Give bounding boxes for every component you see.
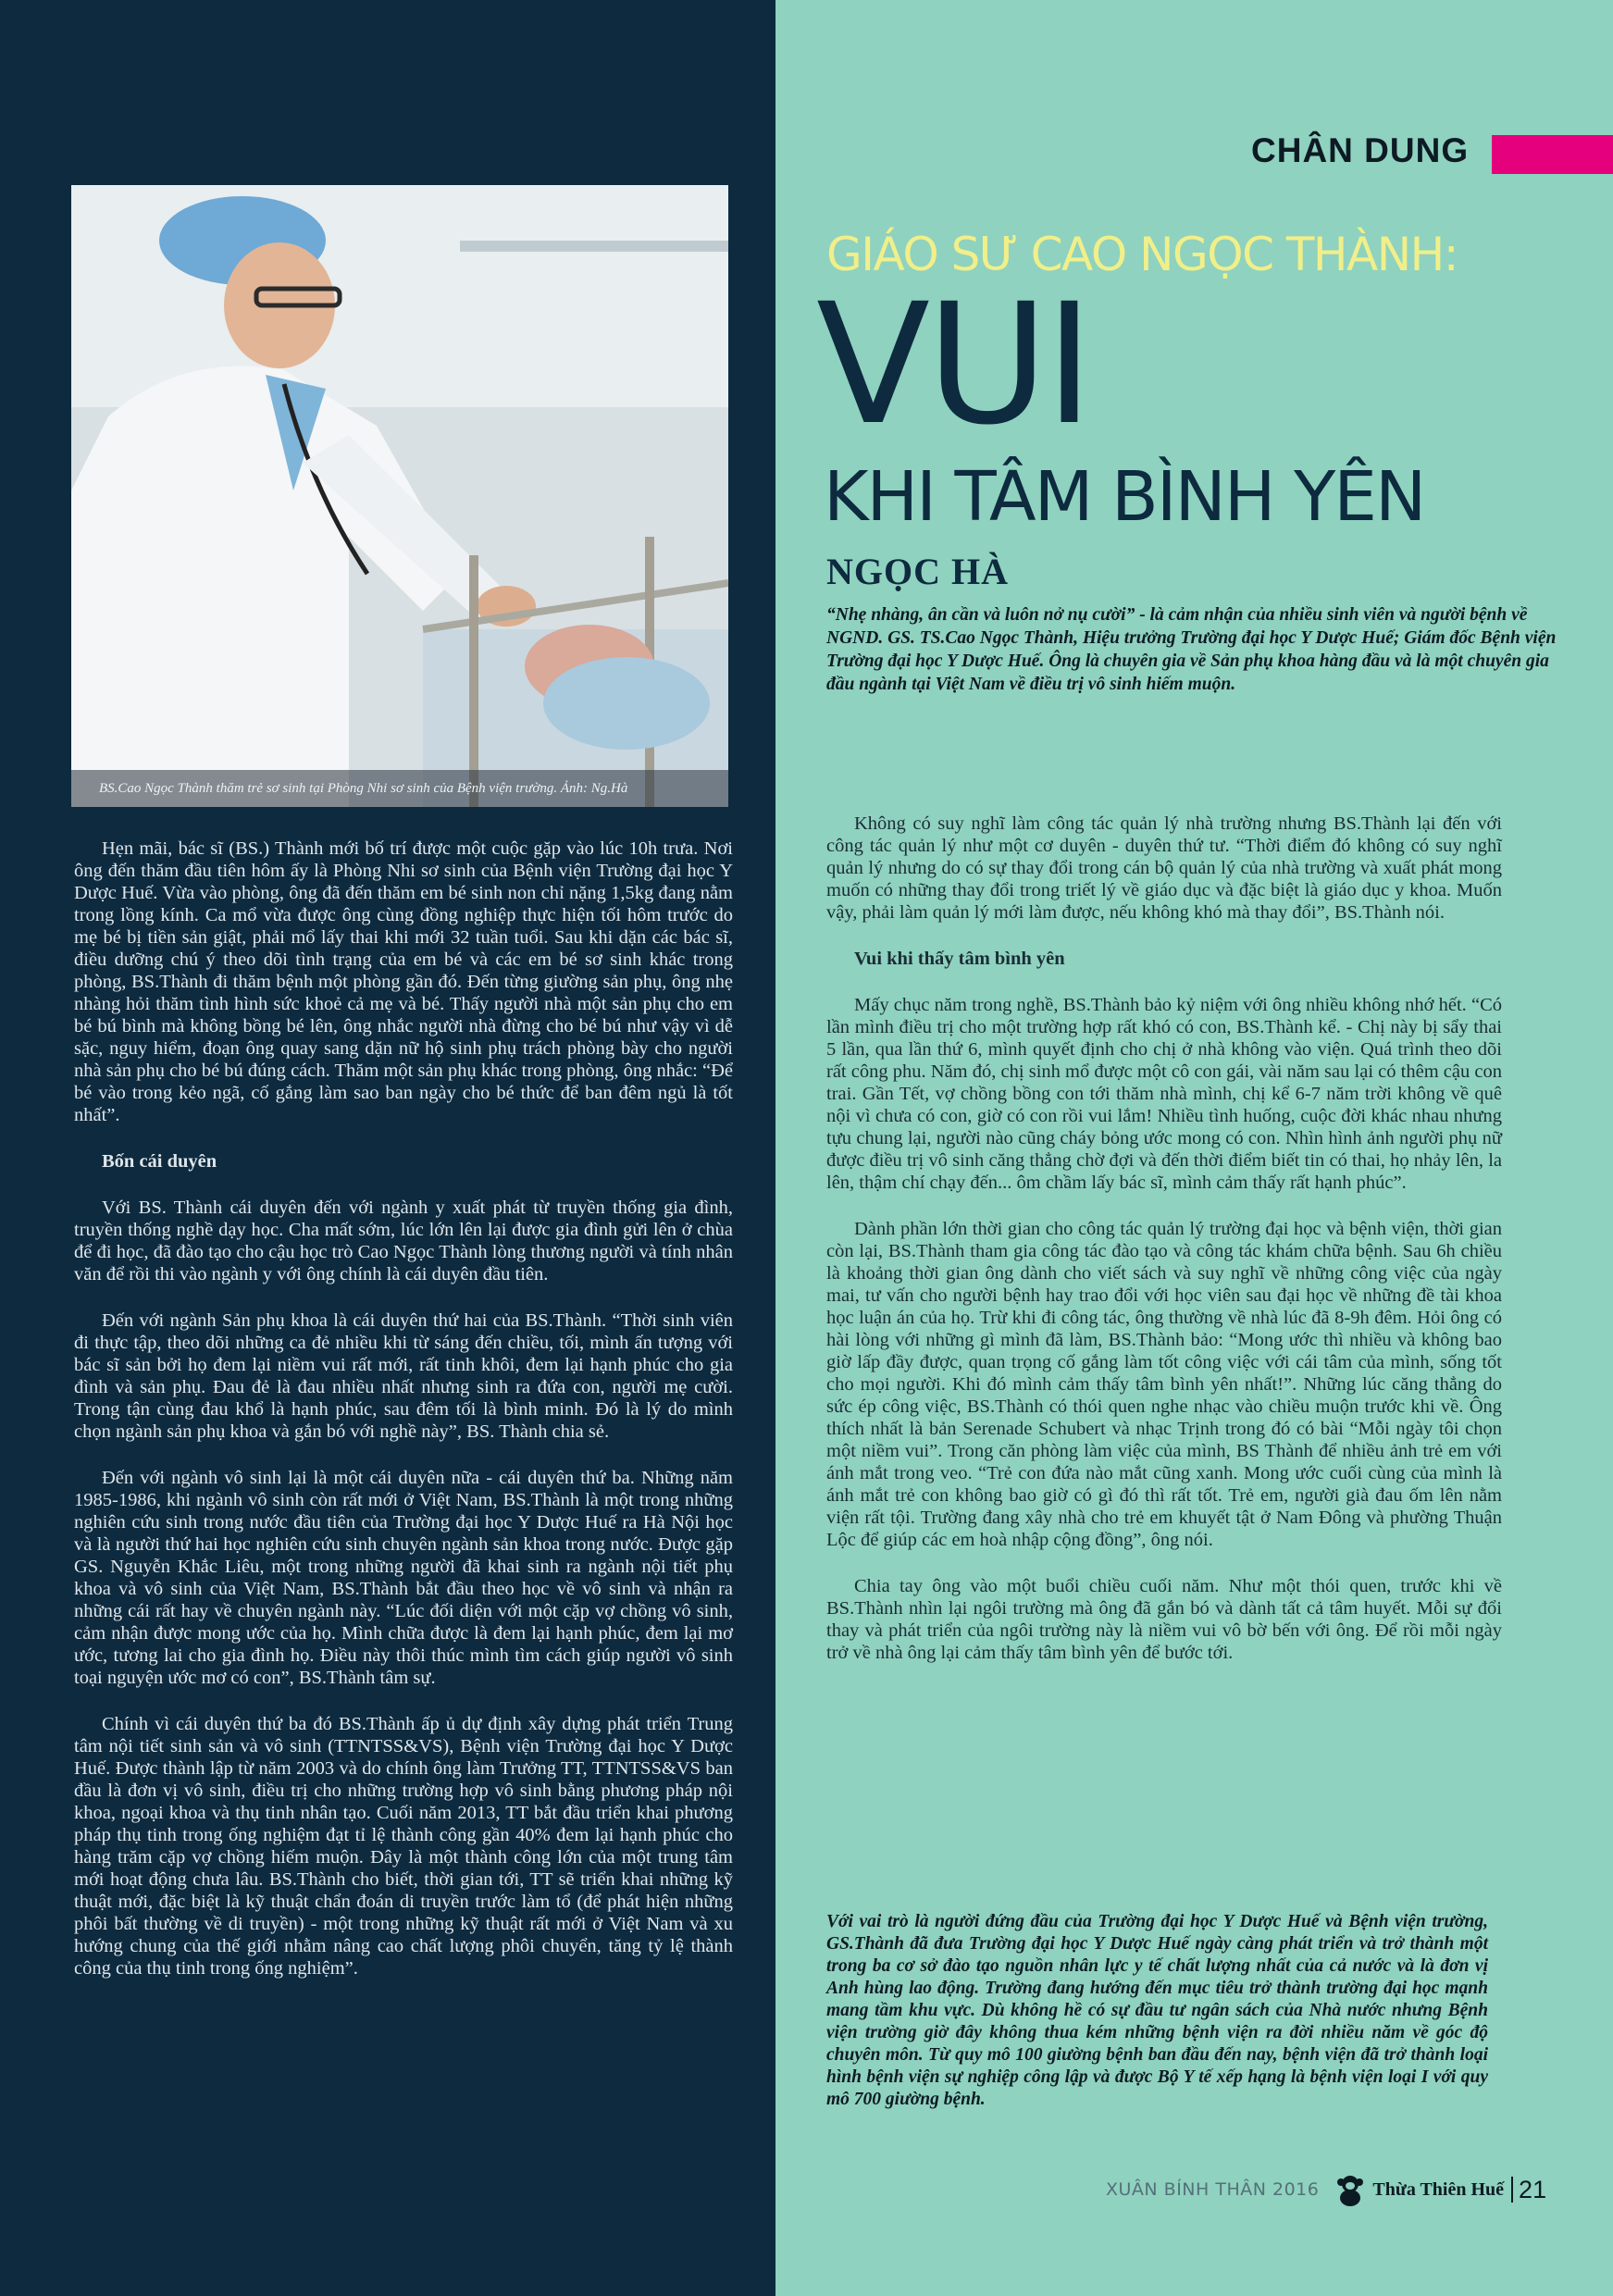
section-accent-bar xyxy=(1492,135,1613,174)
page-footer xyxy=(1106,2171,1546,2208)
doctor-photo-illustration xyxy=(71,185,728,807)
body-paragraph: Không có suy nghĩ làm công tác quản lý nhà trường nhưng BS.Thành lại đến với công tác quản lý như một cơ duyên - duyên thứ tư. “Thời điểm đó không có suy nghĩ quản lý nhưng do có sự thay đổi trong cán bộ quản lý của nhà trường và xuất phát mong muốn có những thay đổi trong triết lý về giáo dục và đặc biệt là giáo dục y khoa. Muốn vậy, phải làm quản lý mới làm được, nếu không khó mà thay đổi”, BS.Thành nói. xyxy=(826,813,1502,923)
body-paragraph: Hẹn mãi, bác sĩ (BS.) Thành mới bố trí được một cuộc gặp vào lúc 10h trưa. Nơi ông đến thăm đầu tiên hôm ấy là Phòng Nhi sơ sinh của Bệnh viện Trường đại học Y Dược Huế. Vừa vào phòng, ông đã đến thăm em bé sinh non chỉ nặng 1,5kg đang nằm trong lồng kính. Ca mổ vừa được ông cùng đồng nghiệp thực hiện tối hôm trước do mẹ bé bị tiền sản giật, phải mổ lấy thai khi mới 32 tuần tuổi. Sau khi dặn các bác sĩ, điều dưỡng chú ý theo dõi tình trạng của em bé và các em bé sơ sinh khác trong phòng, BS.Thành đi thăm bệnh một phòng gần đó. Đến từng giường sản phụ, ông nhẹ nhàng hỏi thăm tình hình sức khoẻ cả mẹ và bé. Thấy người nhà một sản phụ cho em bé bú bình mà không bồng bé lên, ông nhắc người nhà đừng cho bé bú như vậy vì dễ sặc, nguy hiểm, đoạn ông quay sang dặn nữ hộ sinh phụ trách phòng bày cho người nhà sản phụ cho bé bú đúng cách. Thăm một sản phụ khác trong phòng, ông nhắc: “Để bé vào trong kẻo ngã, cố gắng làm sao ban ngày cho bé thức để ban đêm ngủ là tốt nhất”. xyxy=(74,838,733,1125)
page-number: 21 xyxy=(1519,2175,1547,2203)
body-paragraph: Chia tay ông vào một buổi chiều cuối năm. Như một thói quen, trước khi về BS.Thành nhìn lại ngôi trường mà ông đã gắn bó và dành tất cả tâm huyết. Mỗi sự đổi thay và phát triển của ngôi trường này là niềm vui vô bờ bến với ông. Để rồi mỗi ngày trở về nhà ông lại cảm thấy tâm bình yên để bước tới. xyxy=(826,1576,1502,1663)
body-paragraph: Dành phần lớn thời gian cho công tác quản lý trường đại học và bệnh viện, thời gian còn lại, BS.Thành tham gia công tác đào tạo và công tác khám chữa bệnh. Sau 6h chiều là khoảng thời gian ông dành cho viết sách và suy nghĩ về những công việc của ngày mai, tư vấn cho người bệnh hay trao đổi với học viên sau đại học về những đề tài khoa học luận án của họ. Trừ khi đi công tác, ông thường về nhà lúc đã 8-9h đêm. Hỏi ông có hài lòng với những gì mình đã làm, BS.Thành bảo: “Mong ước thì nhiều và không bao giờ lấp đầy được, quan trọng cố gắng làm tốt công việc với cái tâm của mình, sống tốt cho mọi người. Khi đó mình cảm thấy tâm bình yên nhất!”. Những lúc căng thẳng do sức ép công việc, BS.Thành có thói quen nghe nhạc vào chiều muộn trước khi về. Ông thích nhất là bản Serenade Schubert và nhạc Trịnh trong đó có bài “Mỗi ngày tôi chọn một niềm vui”. Trong căn phòng làm việc của mình, BS Thành để nhiều ảnh trẻ em với ánh mắt trong veo. “Trẻ con đứa nào mắt cũng xanh. Mong ước cuối cùng của mình là ánh mắt trẻ con không bao giờ có gì đó thì rất tốt. Trẻ em, người già đau ốm lên nằm viện rất tội. Trường đang xây nhà cho trẻ em khuyết tật ở Nam Đông và phường Thuận Lộc để giúp các em hoà nhập cộng đồng”, ông nói. xyxy=(826,1219,1502,1550)
footer-issue: XUÂN BÍNH THÂN 2016 xyxy=(1106,2179,1320,2200)
section-label: CHÂN DUNG xyxy=(1251,131,1470,169)
footer-divider xyxy=(1511,2177,1513,2203)
right-column xyxy=(826,813,1502,1688)
body-paragraph: Với BS. Thành cái duyên đến với ngành y xuất phát từ truyền thống gia đình, truyền thống nghề dạy học. Cha mất sớm, lúc lớn lên lại được gia đình gửi lên ở chùa để đi học, đã đào tạo cho cậu học trò Cao Ngọc Thành lòng thương người và tính nhân văn để rồi thi vào ngành y với ông chính là cái duyên đầu tiên. xyxy=(74,1198,733,1285)
body-paragraph: Đến với ngành vô sinh lại là một cái duyên nữa - cái duyên thứ ba. Những năm 1985-1986, khi ngành vô sinh còn rất mới ở Việt Nam, BS.Thành là một trong những nghiên cứu sinh trong nước đầu tiên của Trường đại học Y Dược Huế ra Hà Nội học và là người thứ hai học nghiên cứu sinh chuyên ngành sản khoa trong nước. Được gặp GS. Nguyễn Khắc Liêu, một trong những người đã khai sinh ra ngành nội tiết phụ khoa và vô sinh của Việt Nam, BS.Thành bắt đầu theo học về vô sinh và nhận ra những cái rất hay về chuyên ngành này. “Lúc đối diện với một cặp vợ chồng vô sinh, cảm nhận được mong ước của họ. Mình chữa được là đem lại hạnh phúc, đem lại mơ ước, tương lai cho gia đình họ. Điều này thôi thúc mình tìm cách giúp người vô sinh toại nguyện ước mơ có con”, BS.Thành tâm sự. xyxy=(74,1468,733,1688)
section-heading: Vui khi thấy tâm bình yên xyxy=(854,949,1065,969)
section-heading: Bốn cái duyên xyxy=(102,1151,217,1172)
doctor-photo xyxy=(71,185,728,807)
closing-paragraph: Với vai trò là người đứng đầu của Trường đại học Y Dược Huế và Bệnh viện trường, GS.Thành đã đưa Trường đại học Y Dược Huế ngày càng phát triển và trở thành một trong ba cơ sở đào tạo nguồn nhân lực y tế chất lượng nhất của cả nước và là đơn vị Anh hùng lao động. Trường đang hướng đến mục tiêu trở thành trường đại học mạnh mang tầm khu vực. Dù không hề có sự đầu tư ngân sách của Nhà nước nhưng Bệnh viện trường giờ đây không thua kém những bệnh viện ra đời nhiều năm về góc độ chuyên môn. Từ quy mô 100 giường bệnh ban đầu đến nay, bệnh viện đã trở thành loại hình bệnh viện sự nghiệp công lập và được Bộ Y tế xếp hạng là bệnh viện loại I với quy mô 700 giường bệnh. xyxy=(826,1912,1488,2109)
left-column xyxy=(74,838,733,2004)
subtitle: KHI TÂM BÌNH YÊN xyxy=(824,457,1425,537)
main-title: VUI xyxy=(816,268,1090,462)
photo-caption: BS.Cao Ngọc Thành thăm trẻ sơ sinh tại Phòng Nhi sơ sinh của Bệnh viện trường. Ảnh: Ng.Hà xyxy=(71,770,728,807)
footer-magazine-name: Thừa Thiên Huế xyxy=(1372,2178,1505,2200)
monkey-logo-icon xyxy=(1332,2171,1369,2208)
body-paragraph: Chính vì cái duyên thứ ba đó BS.Thành ấp ủ dự định xây dựng phát triển Trung tâm nội tiết sinh sản và vô sinh (TTNTSS&VS), Bệnh viện Trường đại học Y Dược Huế. Được thành lập từ năm 2003 và do chính ông làm Trưởng TT, TTNTSS&VS ban đầu là đơn vị vô sinh, điều trị cho những trường hợp vô sinh bằng phương pháp nội khoa, ngoại khoa và thụ tinh nhân tạo. Cuối năm 2013, TT bắt đầu triển khai phương pháp thụ tinh trong ống nghiệm đạt tỉ lệ thành công gần 40% đem lại hạnh phúc cho hàng trăm cặp vợ chồng hiếm muộn. Đây là một thành công lớn của một trung tâm mới hoạt động chưa lâu. BS.Thành cho biết, thời gian tới, TT sẽ triển khai những kỹ thuật mới, đặc biệt là kỹ thuật chẩn đoán di truyền trước làm tổ (để phát hiện những phôi bất thường về di truyền) - một trong những kỹ thuật rất mới ở Việt Nam và xu hướng chung của thế giới nhằm nâng cao chất lượng phôi chuyển, tăng tỷ lệ thành công của thụ tinh trong ống nghiệm”. xyxy=(74,1714,733,1979)
body-paragraph: Mấy chục năm trong nghề, BS.Thành bảo kỷ niệm với ông nhiều không nhớ hết. “Có lần mình điều trị cho một trường hợp rất khó có con, BS.Thành kể. - Chị này bị sẩy thai 5 lần, qua lần thứ 6, mình quyết định cho chị ở nhà không vào viện. Quá trình theo dõi rất công phu. Năm đó, chị sinh mổ được một cô con gái, vài năm sau lại có thêm cậu con trai. Gần Tết, vợ chồng bồng con tới thăm nhà mình, chị kể 6-7 năm trời không về quê nội vì chưa có con, giờ có con rồi vui lắm! Nhiều tình huống, cuộc đời khác nhau nhưng tựu chung lại, người nào cũng cháy bỏng ước mong có con. Nhìn hình ảnh người phụ nữ được điều trị vô sinh căng thẳng chờ đợi và đến thời điểm biết tin có thai, họ nhảy lên, la lên, thậm chí chạy đến... ôm chầm lấy bác sĩ, mình cảm thấy rất hạnh phúc”. xyxy=(826,995,1502,1193)
author-byline: NGỌC HÀ xyxy=(826,551,1009,592)
kicker-title: GIÁO SƯ CAO NGỌC THÀNH: xyxy=(826,228,1458,281)
lead-paragraph: “Nhẹ nhàng, ân cần và luôn nở nụ cười” - là cảm nhận của nhiều sinh viên và người bệnh về NGND. GS. TS.Cao Ngọc Thành, Hiệu trưởng Trường đại học Y Dược Huế; Giám đốc Bệnh viện Trường đại học Y Dược Huế. Ông là chuyên gia về Sản phụ khoa hàng đầu và là một chuyên gia đầu ngành tại Việt Nam về điều trị vô sinh hiếm muộn. xyxy=(826,605,1557,694)
body-paragraph: Đến với ngành Sản phụ khoa là cái duyên thứ hai của BS.Thành. “Thời sinh viên đi thực tập, theo dõi những ca đẻ nhiều khi từ sáng đến chiều, tối, mình ấn tượng với bác sĩ sản bởi họ đem lại niềm vui rất mới, rất tinh khôi, đem lại hạnh phúc cho gia đình và sản phụ. Đau đẻ là đau nhiều nhất nhưng sinh ra đứa con, người mẹ cười. Trong tận cùng đau khổ là hạnh phúc, sau đêm tối là bình minh. Đó là lý do mình chọn ngành sản phụ khoa và gắn bó với nghề này”, BS. Thành chia sẻ. xyxy=(74,1310,733,1442)
